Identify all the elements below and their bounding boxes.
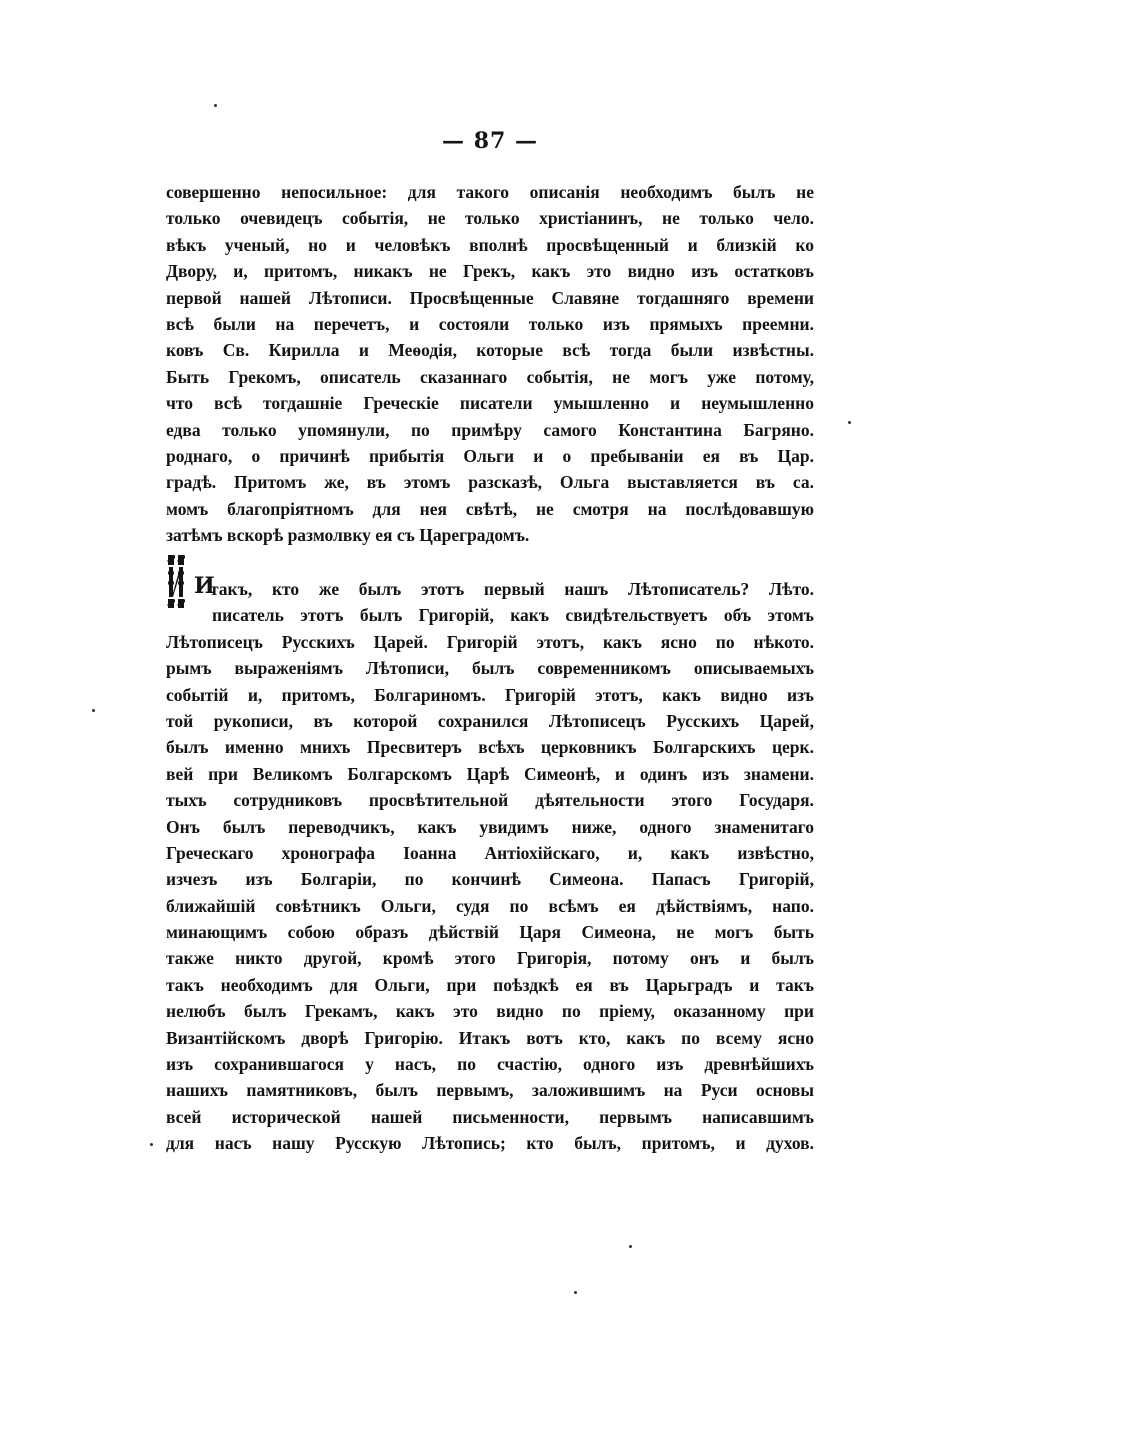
text-line: Византійскомъ дворѣ Григорію. Итакъ вотъ кто, какъ по всему ясно: [166, 1027, 814, 1048]
scan-speck: [629, 1245, 632, 1248]
text-line: Лѣтописецъ Русскихъ Царей. Григорій этотъ, какъ ясно по нѣкото.: [166, 631, 814, 652]
paragraph-2: [166, 576, 814, 1157]
page-number: — 87 —: [442, 128, 538, 154]
text-line: нашихъ памятниковъ, былъ первымъ, заложившимъ на Руси основы: [166, 1080, 814, 1101]
text-line: той рукописи, въ которой сохранился Лѣтописецъ Русскихъ Царей,: [166, 710, 814, 731]
text-line: также никто другой, кромѣ этого Григорія, потому онъ и былъ: [166, 948, 814, 969]
text-line: Греческаго хронографа Іоанна Антіохійскаго, и, какъ извѣстно,: [166, 842, 814, 863]
text-line: всей исторической нашей письменности, первымъ написавшимъ: [166, 1106, 814, 1127]
text-line: затѣмъ вскорѣ размолвку ея съ Цареградомъ.: [166, 525, 530, 546]
text-line: рымъ выраженіямъ Лѣтописи, былъ современникомъ описываемыхъ: [166, 658, 814, 679]
text-line: ближайшій совѣтникъ Ольги, судя по всѣмъ ея дѣйствіямъ, напо.: [166, 895, 814, 916]
text-line: Двору, и, притомъ, никакъ не Грекъ, какъ это видно изъ остатковъ: [166, 261, 814, 282]
text-line: градѣ. Притомъ же, въ этомъ разсказѣ, Ольга выставляется въ са.: [166, 472, 814, 493]
text-line: вей при Великомъ Болгарскомъ Царѣ Симеонѣ, и одинъ изъ знамени.: [166, 763, 814, 784]
text-line: вѣкъ ученый, но и человѣкъ вполнѣ просвѣщенный и близкій ко: [166, 234, 814, 255]
text-line: такъ, кто же былъ этотъ первый нашъ Лѣтописатель? Лѣто.: [210, 579, 814, 599]
text-line: нелюбъ былъ Грекамъ, какъ это видно по пріему, оказанному при: [166, 1001, 814, 1022]
text-line: тыхъ сотрудниковъ просвѣтительной дѣятельности этого Государя.: [166, 790, 814, 811]
text-line: ковъ Св. Кирилла и Меѳодія, которые всѣ тогда были извѣстны.: [166, 340, 814, 361]
text-line: совершенно непосильное: для такого описанія необходимъ былъ не: [166, 182, 814, 202]
text-line: момъ благопріятномъ для нея свѣтѣ, не смотря на послѣдовавшую: [166, 498, 814, 519]
text-line: изъ сохранившагося у насъ, по счастію, одного изъ древнѣйшихъ: [166, 1054, 814, 1075]
text-line: писатель этотъ былъ Григорій, какъ свидѣтельствуетъ объ этомъ: [212, 605, 814, 626]
text-line: такъ необходимъ для Ольги, при поѣздкѣ ея въ Царьградъ и такъ: [166, 974, 814, 995]
text-line: минающимъ собою образъ дѣйствій Царя Симеона, не могъ быть: [166, 922, 814, 943]
text-line: всѣ были на перечетъ, и состояли только изъ прямыхъ преемни.: [166, 313, 814, 334]
text-line: Онъ былъ переводчикъ, какъ увидимъ ниже, одного знаменитаго: [166, 816, 814, 837]
text-line: для насъ нашу Русскую Лѣтопись; кто былъ, притомъ, и духов.: [166, 1133, 814, 1154]
text-line: событій и, притомъ, Болгариномъ. Григорій этотъ, какъ видно изъ: [166, 684, 814, 705]
scan-speck: [574, 1291, 577, 1294]
text-line: только очевидецъ событія, не только христіанинъ, не только чело.: [166, 208, 814, 229]
text-line: что всѣ тогдашніе Греческіе писатели умышленно и неумышленно: [166, 393, 814, 414]
text-line: Быть Грекомъ, описатель сказаннаго событія, не могъ уже потому,: [166, 366, 814, 387]
text-line: изчезъ изъ Болгаріи, по кончинѣ Симеона. Папасъ Григорій,: [166, 869, 814, 890]
scan-speck: [92, 709, 95, 712]
text-line: роднаго, о причинѣ прибытія Ольги и о пребываніи ея въ Цар.: [166, 445, 814, 466]
paragraph-1: [166, 179, 814, 548]
scan-speck: [214, 104, 217, 107]
text-line: былъ именно мнихъ Пресвитеръ всѣхъ церковникъ Болгарскихъ церк.: [166, 737, 814, 758]
scan-speck: [848, 421, 851, 424]
scan-speck: [150, 1143, 153, 1146]
text-line: едва только упомянули, по примѣру самого Константина Багряно.: [166, 419, 814, 440]
drop-cap-letter: И: [194, 573, 215, 599]
text-line: первой нашей Лѣтописи. Просвѣщенные Славяне тогдашняго времени: [166, 287, 814, 308]
